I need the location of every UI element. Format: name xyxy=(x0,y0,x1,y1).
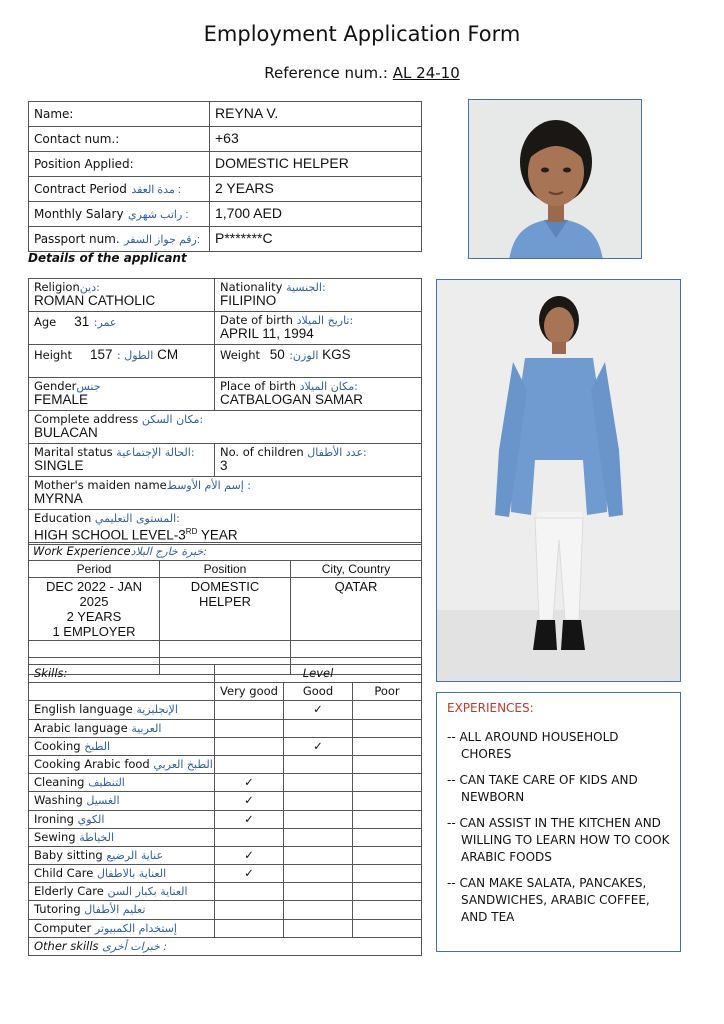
skill-label-ar: الطبخ xyxy=(84,739,111,753)
nationality-label: Nationality xyxy=(220,280,283,294)
check-icon: ✓ xyxy=(244,811,254,826)
table-row xyxy=(29,127,422,152)
period-cell: DEC 2022 - JAN 2025 2 YEARS 1 EMPLOYER xyxy=(29,578,160,641)
skill-level-cell xyxy=(284,792,353,810)
skill-label-cell xyxy=(29,755,215,773)
basic-label-ar: مدة العقد : xyxy=(131,184,181,196)
age-label-ar: عمر: xyxy=(93,316,117,329)
skill-level-cell xyxy=(284,774,353,792)
position-header: Position xyxy=(160,561,291,578)
skill-label-ar: التنظيف xyxy=(88,776,125,790)
skill-row xyxy=(29,865,422,883)
address-label: Complete address xyxy=(34,412,139,426)
skill-row xyxy=(29,701,422,719)
skill-row xyxy=(29,719,422,737)
skill-level-cell xyxy=(215,701,284,719)
weight-value: 50 KGS xyxy=(269,347,351,362)
children-value: 3 xyxy=(220,458,228,473)
details-table xyxy=(28,278,422,545)
weight-label-ar: الوزن: xyxy=(289,349,319,362)
skill-label: Cooking xyxy=(34,738,81,753)
skill-label-cell xyxy=(29,828,215,846)
table-row xyxy=(29,202,422,227)
skill-level-cell xyxy=(353,865,422,883)
skill-label: Child Care xyxy=(34,866,94,881)
basic-value-cell xyxy=(210,127,422,152)
experiences-title: EXPERIENCES: xyxy=(447,701,534,715)
basic-label: Name: xyxy=(34,107,74,121)
skill-level-cell xyxy=(284,737,353,755)
marital-label: Marital status xyxy=(34,445,113,459)
religion-cell xyxy=(29,279,215,312)
reference-label: Reference num.: xyxy=(264,64,388,82)
basic-value-cell xyxy=(210,177,422,202)
skill-level-cell xyxy=(353,846,422,864)
experience-item: -- CAN ASSIST IN THE KITCHEN AND WILLING TO LEARN HOW TO COOK ARABIC FOODS xyxy=(447,816,670,864)
table-row xyxy=(29,227,422,252)
skill-label-ar: العناية بالاطفال xyxy=(96,867,167,881)
skill-row xyxy=(29,792,422,810)
skill-row xyxy=(29,846,422,864)
weight-label: Weight xyxy=(220,348,261,362)
check-icon: ✓ xyxy=(244,775,254,790)
basic-value: REYNA V. xyxy=(215,105,279,121)
details-title: Details of the applicant xyxy=(28,251,187,265)
age-cell xyxy=(29,312,215,345)
skill-row xyxy=(29,883,422,901)
skill-level-cell xyxy=(284,846,353,864)
skill-label-cell xyxy=(29,919,215,937)
skill-level-cell xyxy=(353,901,422,919)
reference-value: AL 24-10 xyxy=(392,64,460,82)
basic-label: Contact num.: xyxy=(34,132,120,146)
pob-label-ar: مكان الميلاد: xyxy=(299,380,358,393)
level-header: Level xyxy=(215,665,422,683)
education-label-ar: المستوى التعليمي: xyxy=(94,512,180,525)
gender-label: Gender xyxy=(34,379,77,393)
skills-title: Skills: xyxy=(29,665,215,683)
basic-label: Passport num. xyxy=(34,232,120,246)
religion-value: ROMAN CATHOLIC xyxy=(34,293,156,308)
skill-level-cell xyxy=(284,828,353,846)
basic-label-ar: راتب شهري : xyxy=(128,209,189,221)
skill-level-cell xyxy=(284,883,353,901)
headshot-photo xyxy=(468,99,642,259)
skill-level-cell xyxy=(215,919,284,937)
pob-label: Place of birth xyxy=(220,379,296,393)
skill-row xyxy=(29,901,422,919)
skill-level-cell xyxy=(353,774,422,792)
pob-value: CATBALOGAN SAMAR xyxy=(220,392,364,407)
skill-label-ar: الكوي xyxy=(77,812,105,826)
skill-label: Washing xyxy=(34,793,83,808)
skill-label: Baby sitting xyxy=(34,847,103,862)
skill-label-cell xyxy=(29,737,215,755)
experience-item: -- CAN MAKE SALATA, PANCAKES, SANDWICHES, ARABIC COFFEE, AND TEA xyxy=(447,876,650,924)
skill-label-cell xyxy=(29,792,215,810)
skill-level-cell xyxy=(215,901,284,919)
age-value: 31 xyxy=(74,314,90,329)
work-experience-table xyxy=(28,542,422,675)
check-icon: ✓ xyxy=(313,702,323,717)
skill-label: Tutoring xyxy=(34,902,81,917)
basic-value-cell xyxy=(210,227,422,252)
skill-label: Sewing xyxy=(34,829,76,844)
basic-value: 2 YEARS xyxy=(215,180,274,196)
dob-label: Date of birth xyxy=(220,313,293,327)
skill-label-ar: الخياطة xyxy=(79,830,115,844)
gender-cell xyxy=(29,378,215,411)
experience-item: -- ALL AROUND HOUSEHOLD CHORES xyxy=(447,730,619,761)
skill-label-cell xyxy=(29,810,215,828)
skill-label-cell xyxy=(29,774,215,792)
skill-level-cell xyxy=(284,810,353,828)
marital-label-ar: الحالة الإجتماعية: xyxy=(116,446,195,459)
skill-level-cell xyxy=(215,828,284,846)
basic-value: P*******C xyxy=(215,230,273,246)
marital-cell xyxy=(29,444,215,477)
skill-label-ar: الإنجليزية xyxy=(136,703,178,717)
mother-label: Mother's maiden name xyxy=(34,478,167,492)
skill-label: Cleaning xyxy=(34,775,85,790)
marital-value: SINGLE xyxy=(34,458,84,473)
skill-row xyxy=(29,737,422,755)
check-icon: ✓ xyxy=(244,847,254,862)
position-cell: DOMESTIC HELPER xyxy=(160,578,291,641)
dob-cell xyxy=(215,312,422,345)
skill-label-cell xyxy=(29,719,215,737)
check-icon: ✓ xyxy=(244,866,254,881)
table-row xyxy=(29,152,422,177)
skill-level-cell xyxy=(353,883,422,901)
skills-table xyxy=(28,664,422,956)
skill-level-cell xyxy=(215,755,284,773)
full-body-photo xyxy=(436,279,681,682)
skill-level-cell xyxy=(215,846,284,864)
nationality-cell xyxy=(215,279,422,312)
basic-label-ar: رقم جواز السفر: xyxy=(124,234,200,246)
skill-level-cell xyxy=(353,810,422,828)
table-row xyxy=(29,177,422,202)
level-very-good: Very good xyxy=(215,683,284,701)
skill-level-cell xyxy=(353,755,422,773)
nationality-label-ar: الجنسية: xyxy=(286,281,326,294)
address-value: BULACAN xyxy=(34,425,98,440)
gender-value: FEMALE xyxy=(34,392,89,407)
reference-line xyxy=(0,64,724,82)
skill-level-cell xyxy=(353,719,422,737)
skill-label-ar: عناية الرضيع xyxy=(106,848,164,862)
education-value: HIGH SCHOOL LEVEL-3RD YEAR xyxy=(34,527,238,543)
religion-label: Religion xyxy=(34,280,80,294)
skill-row xyxy=(29,810,422,828)
skill-row xyxy=(29,919,422,937)
basic-label-cell xyxy=(29,102,210,127)
address-label-ar: مكان السكن: xyxy=(141,413,204,426)
skill-level-cell xyxy=(353,701,422,719)
skill-level-cell xyxy=(215,883,284,901)
skill-label: Arabic language xyxy=(34,720,128,735)
skill-label-ar: الطبخ العربي xyxy=(153,757,213,771)
skill-level-cell xyxy=(353,828,422,846)
skill-label-cell xyxy=(29,865,215,883)
skill-level-cell xyxy=(284,755,353,773)
skill-level-cell xyxy=(284,719,353,737)
address-cell xyxy=(29,411,422,444)
skill-label-cell xyxy=(29,883,215,901)
height-cell xyxy=(29,345,215,378)
basic-label-cell xyxy=(29,202,210,227)
work-experience-title: Work Experienceخبرة خارج البلاد: xyxy=(29,543,422,561)
religion-label-ar: دين: xyxy=(79,281,100,294)
skill-level-cell xyxy=(215,865,284,883)
level-poor: Poor xyxy=(353,683,422,701)
experiences-box xyxy=(436,692,681,952)
basic-value: DOMESTIC HELPER xyxy=(215,155,349,171)
skill-level-cell xyxy=(215,810,284,828)
skill-label: Computer xyxy=(34,920,92,935)
basic-value: 1,700 AED xyxy=(215,205,282,221)
basic-label-cell xyxy=(29,177,210,202)
skill-level-cell xyxy=(353,919,422,937)
skill-label-ar: العربية xyxy=(131,721,162,735)
skill-level-cell xyxy=(215,774,284,792)
period-header: Period xyxy=(29,561,160,578)
form-title: Employment Application Form xyxy=(203,22,521,46)
skill-level-cell xyxy=(284,919,353,937)
skill-label: English language xyxy=(34,702,133,717)
skill-row xyxy=(29,755,422,773)
skill-label-ar: العناية بكبار السن xyxy=(107,885,188,899)
skill-row xyxy=(29,774,422,792)
skill-level-cell xyxy=(215,737,284,755)
basic-label-cell xyxy=(29,152,210,177)
children-cell xyxy=(215,444,422,477)
basic-label: Contract Period xyxy=(34,182,127,196)
location-header: City, Country xyxy=(291,561,422,578)
table-row xyxy=(29,641,422,658)
skill-level-cell xyxy=(284,865,353,883)
table-row xyxy=(29,578,422,641)
other-skills: Other skills خبرات أخرى : xyxy=(29,937,422,955)
gender-label-ar: جنس xyxy=(76,380,101,393)
skill-label-ar: الغسيل xyxy=(86,794,120,808)
skill-level-cell xyxy=(284,901,353,919)
nationality-value: FILIPINO xyxy=(220,293,277,308)
dob-label-ar: تاريخ الميلاد: xyxy=(296,314,354,327)
experience-item: -- CAN TAKE CARE OF KIDS AND NEWBORN xyxy=(447,773,638,804)
check-icon: ✓ xyxy=(244,793,254,808)
check-icon: ✓ xyxy=(313,738,323,753)
age-label: Age xyxy=(34,315,57,329)
skill-label-cell xyxy=(29,846,215,864)
basic-label: Monthly Salary xyxy=(34,207,124,221)
basic-value-cell xyxy=(210,102,422,127)
skill-level-cell xyxy=(353,737,422,755)
skill-label-ar: إستخدام الكمبيوتر xyxy=(94,921,177,935)
mother-label-ar: إسم الأم الأوسط : xyxy=(166,479,251,492)
skill-label: Cooking Arabic food xyxy=(34,756,150,771)
basic-label-cell xyxy=(29,127,210,152)
basic-label-cell xyxy=(29,227,210,252)
education-cell xyxy=(29,510,422,545)
mother-cell xyxy=(29,477,422,510)
skill-level-cell xyxy=(353,792,422,810)
basic-value-cell xyxy=(210,152,422,177)
basic-info-table xyxy=(28,101,422,252)
children-label: No. of children xyxy=(220,445,304,459)
weight-cell xyxy=(215,345,422,378)
basic-value: +63 xyxy=(215,130,239,146)
basic-label: Position Applied: xyxy=(34,157,134,171)
skill-row xyxy=(29,828,422,846)
children-label-ar: عدد الأطفال: xyxy=(307,446,367,459)
mother-value: MYRNA xyxy=(34,491,83,506)
basic-value-cell xyxy=(210,202,422,227)
skill-label-cell xyxy=(29,701,215,719)
skill-level-cell xyxy=(215,792,284,810)
level-good: Good xyxy=(284,683,353,701)
height-value: 157 CM xyxy=(90,347,179,362)
height-label-ar: الطول : xyxy=(117,349,154,362)
education-label: Education xyxy=(34,511,92,525)
skill-level-cell xyxy=(284,701,353,719)
skill-label: Elderly Care xyxy=(34,884,104,899)
table-row xyxy=(29,102,422,127)
skill-level-cell xyxy=(215,719,284,737)
skill-label-cell xyxy=(29,901,215,919)
skill-label-ar: تعليم الأطفال xyxy=(84,903,146,917)
skill-label: Ironing xyxy=(34,811,74,826)
location-cell: QATAR xyxy=(291,578,422,641)
dob-value: APRIL 11, 1994 xyxy=(220,326,314,341)
height-label: Height xyxy=(34,348,73,362)
pob-cell xyxy=(215,378,422,411)
